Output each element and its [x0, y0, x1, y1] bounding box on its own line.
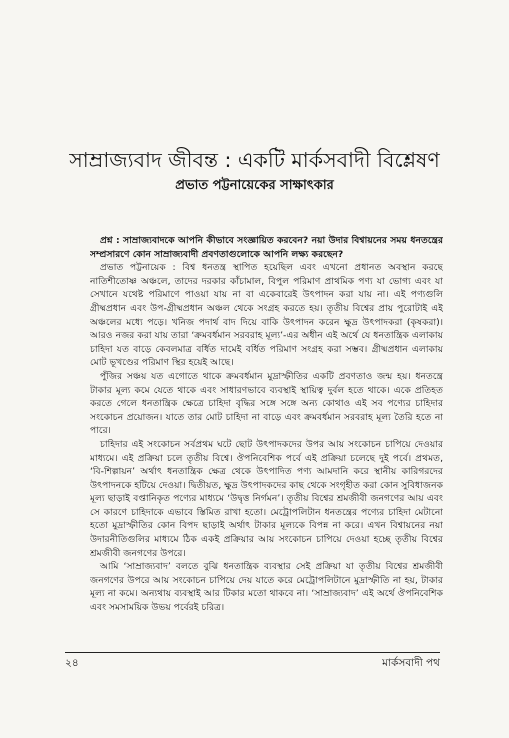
interview-question: প্রশ্ন : সাম্রাজ্যবাদকে আপনি কীভাবে সংজ্ঞায়িত করবেন? নয়া উদার বিশ্বায়নের সময় ধনতন্ত্রের সম্প্রসারণে কোন সাম্রাজ্যবাদী প্রবণতাগুলোকে আপনি লক্ষ্য করছেন?	[90, 235, 443, 260]
answer-paragraph: প্রভাত পট্টনায়েক : বিশ্ব ধনতন্ত্র স্থাপিত হয়েছিল এবং এখনো প্রধানত অবস্থান করছে নাতিশীতোষ্ণ অঞ্চলে, তাদের দরকার কাঁচামাল, বিপুল পরিমাণ প্রাথমিক পণ্য যা ভোগ্য এবং যা সেখানে যথেষ্ট পরিমাণে পাওয়া যায় না বা একেবারেই উৎপাদন করা যায় না। এই পণ্যগুলি গ্রীষ্মপ্রধান এবং উপ-গ্রীষ্মপ্রধান অঞ্চল থেকে সংগ্রহ করতে হয়। তৃতীয় বিশ্বের প্রায় পুরোটাই এই অঞ্চলের মধ্যে পড়ে। খনিজ পদার্থ বাদ দিয়ে বাকি উৎপাদন করেন ক্ষুদ্র উৎপাদকরা (কৃষকরা)। আরও নজর করা যায় তারা ‘ক্রমবর্ধমান সরবরাহ মূল্য’-এর অধীন এই অর্থে যে ধনতান্ত্রিক এলাকায় চাহিদা যত বাড়ে কেবলমাত্র বর্ধিত দামেই বর্ধিত পরিমাণ সংগ্রহ করা সম্ভব। গ্রীষ্মপ্রধান এলাকায় মোট ভূখণ্ডের পরিমাণ স্থির হয়েই আছে।	[90, 262, 443, 369]
article-title: সাম্রাজ্যবাদ জীবন্ত : একটি মার্কসবাদী বিশ্লেষণ	[69, 148, 440, 172]
page-number: ২৪	[65, 657, 79, 669]
answer-paragraph: চাহিদার এই সংকোচন সর্বপ্রথম ঘটে ছোট উৎপাদকদের উপর আয় সংকোচন চাপিয়ে দেওয়ার মাধ্যমে। এই প্রক্রিয়া চলে তৃতীয় বিশ্বে। ঔপনিবেশিক পর্বে এই প্রক্রিয়া চলেছে দুই পর্বে। প্রথমত, ‘বি-শিল্পায়ন’ অর্থাৎ ধনতান্ত্রিক ক্ষেত্র থেকে উৎপাদিত পণ্য আমদানি করে স্থানীয় কারিগরদের উৎপাদনকে হটিয়ে দেওয়া। দ্বিতীয়ত, ক্ষুদ্র উৎপাদকদের কাছ থেকে সংগৃহীত করা কোন সুবিধাজনক মূল্য ছাড়াই বপ্তানিকৃত পণ্যের মাধ্যমে ‘উদ্বৃত্ত নির্গমন’। তৃতীয় বিশ্বের শ্রমজীবী জনগণের আয় এবং সে কারণে চাহিদাকে এভাবে স্তিমিত রাখা হতো। মেট্রোপলিটান ধনতন্ত্রের পণ্যের চাহিদা মেটানো হতো মুদ্রাস্ফীতির কোন বিপদ ছাড়াই অর্থাৎ টাকার মূল্যকে বিপন্ন না করে। এখন বিশ্বায়নের নয়া উদারনীতিগুলির মাধ্যমে ঠিক একই প্রক্রিয়ার আয় সংকোচন চাপিয়ে দেওয়া হচ্ছে তৃতীয় বিশ্বের শ্রমজীবী জনগণের উপরে।	[90, 438, 443, 559]
article-subtitle: প্রভাত পট্টনায়েকের সাক্ষাৎকার	[175, 178, 334, 193]
journal-name: মার্কসবাদী পথ	[382, 657, 440, 669]
answer-paragraph: আমি ‘সাম্রাজ্যবাদ’ বলতে বুঝি ধনতান্ত্রিক ব্যবস্থার সেই প্রক্রিয়া যা তৃতীয় বিশ্বের শ্রমজীবী জনগণের উপরে আয় সংকোচন চাপিয়ে দেয় যাতে করে মেট্রোপলিটানে মুদ্রাস্ফীতি না হয়, টাকার মূল্য না কমে। অন্যথায় ব্যবস্থাই আর টিকার মতো থাকবে না। ‘সাম্রাজ্যবাদ’ এই অর্থে ঔপনিবেশিক এবং সমসাময়িক উভয় পর্বেরই চরিত্র।	[90, 561, 443, 614]
article-body	[90, 234, 443, 615]
page-footer	[65, 652, 440, 670]
answer-paragraph: পুঁজির সঞ্চয় যত এগোতে থাকে ক্রমবর্ধমান মুদ্রাস্ফীতির একটি প্রবণতাও জন্ম হয়। ধনতন্ত্রে টাকার মূল্য কমে যেতে থাকে এবং সাধারণভাবে ব্যবস্থাই স্থায়িত্ব দুর্বল হতে থাকে। একে প্রতিহত করতে গেলে ধনতান্ত্রিক ক্ষেত্রে চাহিদা বৃদ্ধির সঙ্গে সঙ্গে অন্য কোথাও এই সব পণ্যের চাহিদার সংকোচন প্রয়োজন। যাতে তার মোট চাহিদা না বাড়ে এবং ক্রমবর্ধমান সরবরাহ মূল্য তৈরি হতে না পারে।	[90, 370, 443, 437]
